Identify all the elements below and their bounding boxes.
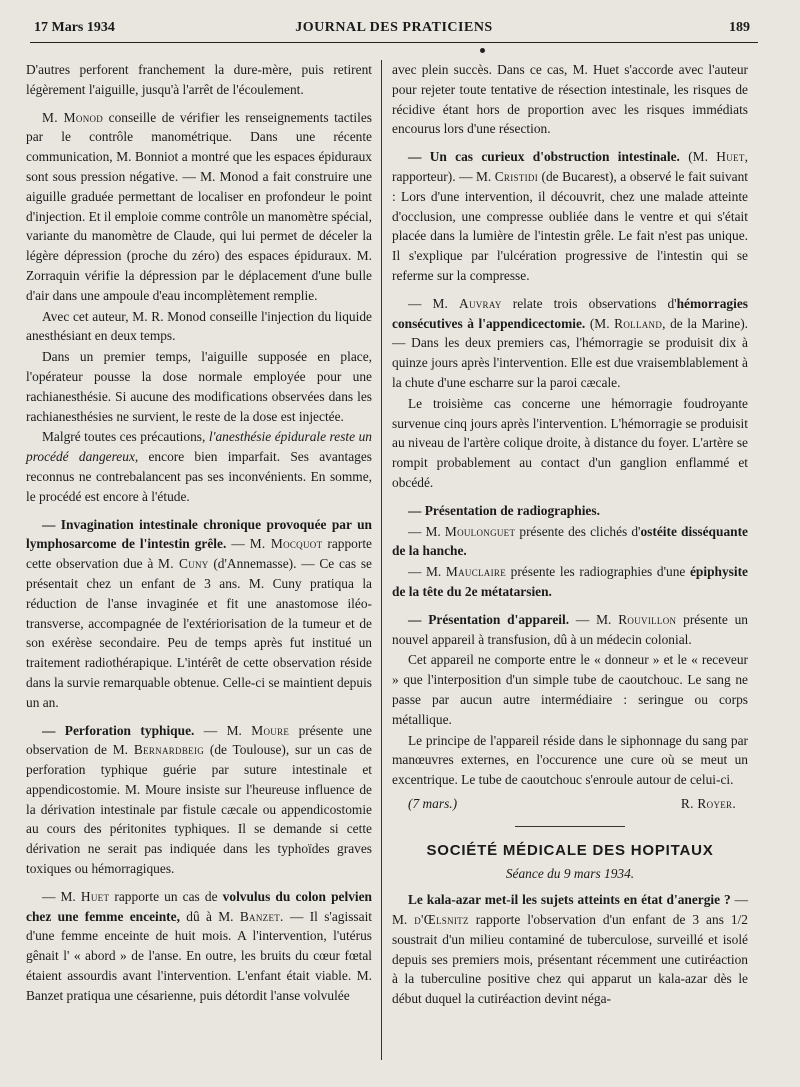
column-rule — [381, 60, 382, 1060]
paragraph: avec plein succès. Dans ce cas, M. Huet s'accorde avec l'auteur pour rejeter toute tentative de résection intestinale, les risques de récidive étant hors de proportion avec les risques immédiats encourus lors d'une résection. — [392, 62, 748, 137]
signature-date: (7 mars.) — [408, 795, 458, 811]
section-hemorragies: — M. Auvray relate trois observations d'hémorragies consécutives à l'appendicectomie. (M. Rolland, de la Marine). — Dans les deux premiers cas, l'hémorragie se produisit dix à quinze jours après l'intervention. Elle est due vraisemblablement à la chute d'une escharre sur la paroi cæcale. — [392, 295, 749, 390]
paragraph: Le principe de l'appareil réside dans le siphonnage du sang par manœuvres externes, en l'occurence une cure où se meut un excentrique. Le tube de caoutchouc s'enroule autour de celui-ci. — [392, 732, 748, 788]
paragraph: Malgré toutes ces précautions, l'anesthésie épidurale reste un procédé dangereux, encore bien imparfait. Ses avantages reconnus ne contrebalancent pas ses inconvénients. En somme, le procédé est encore à l'étude. — [26, 429, 372, 504]
ornament-dot — [480, 48, 485, 53]
section-invagination: — Invagination intestinale chronique provoquée par un lymphosarcome de l'intestin grêle. — M. Mocquot rapporte cette observation due à M. Cuny (d'Annemasse). — Ce cas se présentait chez un enfant de 3 ans. M. Cuny pratiqua la réduction de l'anse invaginée et fit une anastomose iléo-transverse, accompagnée de l'extériorisation de la tumeur et de son exérèse secondaire. Peu de temps après fut institué un traitement radiothérapique. L'intérêt de cette observation réside dans la survie remarquable obtenue. Celle-ci se maintient depuis un an. — [26, 516, 372, 710]
paragraph: Avec cet auteur, M. R. Monod conseille l'injection du liquide anesthésiant en deux temps. — [26, 308, 372, 344]
paragraph: — M. Moulonguet présente des clichés d'ostéite disséquante de la hanche. — [392, 523, 749, 559]
section-kala-azar: Le kala-azar met-il les sujets atteints en état d'anergie ? — M. d'Œlsnitz rapporte l'observation d'un enfant de 3 ans 1/2 soustrait d'un milieu contaminé de tuberculose, surveillé et isolé depuis ses premiers mois, présentant récemment une cutiréaction à la tuberculine positive chez qui apparut un kala-azar dès le début duquel la cutiréaction devint néga- — [392, 892, 748, 1007]
session-date: Séance du 9 mars 1934. — [505, 866, 635, 882]
journal-title: JOURNAL DES PRATICIENS — [295, 20, 493, 35]
separator-rule — [515, 826, 625, 827]
left-column — [26, 60, 372, 1007]
page-number: 189 — [729, 20, 750, 35]
section-radiographies: — Présentation de radiographies. — [408, 502, 600, 518]
paragraph: M. Monod conseille de vérifier les renseignements tactiles par le contrôle manométrique. Dans une récente communication, M. Bonniot a montré que les espaces épiduraux sont sous pression négative. — M. Monod a fait construire une aiguille graduée permettant de localiser en profondeur le point d'injection. Et il emploie comme contrôle un manomètre spécial, variante du manomètre de Claude, qui lui permet de déceler la légère dépression (proche du zéro) des espaces épiduraux. M. Zorraquin vérifie la dépression par le déplacement d'une bulle d'air dans une ampoule d'eau incomplètement remplie. — [26, 109, 373, 303]
right-column — [392, 60, 748, 1010]
section-perforation: — Perforation typhique. — M. Moure présente une observation de M. Bernardbeig (de Toulouse), sur un cas de perforation typhique guérie par suture intestinale et appendicostomie. M. Moure insiste sur l'heureuse influence de la dérivation intestinale par fistule cæcale ou appendicostomie au cours des péritonites typhiques. Il se demande si cette dérivation ne serait pas indiquée dans les typhoïdes graves toxiques ou hémorragiques. — [26, 722, 372, 877]
signature-author: R. Royer. — [680, 795, 736, 811]
paragraph: — M. Mauclaire présente les radiographies d'une épiphysite de la tête du 2e métatarsien. — [392, 564, 749, 599]
signature-line — [392, 794, 748, 814]
header-date: 17 Mars 1934 — [34, 20, 115, 35]
paragraph: Cet appareil ne comporte entre le « donneur » et le « receveur » que l'interposition d'un simple tube de caoutchouc. Le sang ne passe par aucun autre intermédiaire : seringue ou corps métallique. — [392, 652, 748, 727]
society-title: SOCIÉTÉ MÉDICALE DES HOPITAUX — [426, 841, 714, 859]
page-header — [30, 18, 758, 43]
section-appareil: — Présentation d'appareil. — M. Rouvillon présente un nouvel appareil à transfusion, dû à un médecin colonial. — [392, 611, 748, 647]
paragraph: D'autres perforent franchement la dure-mère, puis retirent légèrement l'aiguille, jusqu'à l'arrêt de l'écoulement. — [26, 62, 372, 97]
section-volvulus: — M. Huet rapporte un cas de volvulus du colon pelvien chez une femme enceinte, dû à M. Banzet. — Il s'agissait d'une femme enceinte de huit mois. A l'intervention, l'utérus gênait l' « abord » de l'anse. En outre, les bruits du cœur fœtal étaient assourdis avant l'intervention. L'enfant était viable. M. Banzet pratiqua une césarienne, puis détordit l'anse volvulée — [26, 888, 373, 1003]
section-obstruction: — Un cas curieux d'obstruction intestinale. (M. Huet, rapporteur). — M. Cristidi (de Bucarest), a observé le fait suivant : Lors d'une intervention, il découvrit, chez une malade atteinte d'occlusion, une compresse oubliée dans le ventre et qui s'était placée dans la lumière de l'intestin grêle. Le fait n'est pas unique. Il s'explique par l'ulcération progressive de l'intestin qui se referme sur la compresse. — [392, 149, 748, 283]
paragraph: Le troisième cas concerne une hémorragie foudroyante survenue cinq jours après l'intervention. L'hémorragie se produisit au niveau de l'artère colique droite, à distance du foyer. L'artère se rompit probablement au contact d'un ganglion enflammé et obcédé. — [392, 395, 748, 490]
paragraph: Dans un premier temps, l'aiguille supposée en place, l'opérateur pousse la dose normale employée pour une rachianesthésie. Si aucune des modifications observées dans les rachianesthésies ne survient, le reste de la dose est injectée. — [26, 349, 372, 424]
